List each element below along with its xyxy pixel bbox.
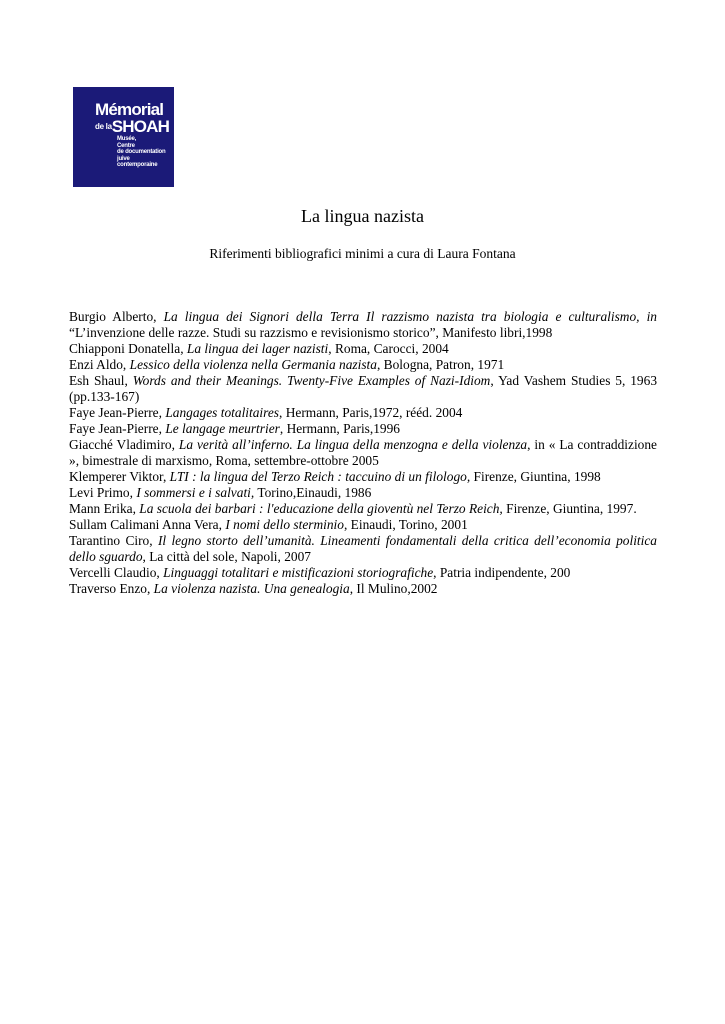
bibliography-entry — [69, 501, 657, 517]
document-title: La lingua nazista — [301, 206, 424, 226]
entry-author: Faye Jean-Pierre, — [69, 405, 166, 420]
entry-publication: Firenze, Giuntina, 1998 — [470, 469, 601, 484]
logo-detail-line: de documentation — [117, 149, 166, 155]
entry-author: Vercelli Claudio, — [69, 565, 164, 580]
entry-work-title: Lessico della violenza nella Germania nazista — [129, 357, 377, 372]
entry-author: Chiapponi Donatella, — [69, 341, 187, 356]
entry-work-title: Langages totalitaires — [165, 405, 280, 420]
entry-publication: , Yad Vashem Studies 5, 1963 (pp.133-167) — [69, 373, 658, 404]
bibliography-entry — [69, 405, 657, 421]
entry-work-title: La lingua dei lager nazisti — [186, 341, 329, 356]
logo-de-la: de la — [95, 122, 112, 131]
document-subtitle: Riferimenti bibliografici minimi a cura di Laura Fontana — [209, 246, 516, 261]
bibliography-entry — [69, 357, 657, 373]
entry-work-title: Linguaggi totalitari e mistificazioni storiografiche — [163, 565, 434, 580]
bibliography-entry — [69, 341, 657, 357]
entry-publication: , Bologna, Patron, 1971 — [376, 357, 505, 372]
logo-line-memorial: Mémorial — [95, 100, 164, 119]
entry-author: Faye Jean-Pierre, — [69, 421, 166, 436]
bibliography-entry — [69, 517, 657, 533]
entry-author: Burgio Alberto, — [69, 309, 164, 324]
entry-publication: Torino,Einaudi, 1986 — [254, 485, 372, 500]
entry-publication: Firenze, Giuntina, 1997. — [502, 501, 637, 516]
entry-work-title: La violenza nazista. Una genealogia — [153, 581, 350, 596]
logo-details — [117, 136, 165, 169]
bibliography-entry — [69, 565, 657, 581]
logo-detail-line: juive — [117, 155, 130, 162]
logo-line-shoah — [95, 118, 169, 136]
memorial-de-la-shoah-logo — [73, 87, 174, 187]
entry-work-title: Words and their Meanings. Twenty-Five Examples of Nazi-Idiom — [132, 373, 491, 388]
entry-publication: , Hermann, Paris,1996 — [279, 421, 400, 436]
entry-work-title: Le langage meurtrier — [165, 421, 280, 436]
bibliography-entry — [69, 581, 657, 597]
entry-publication: , Einaudi, Torino, 2001 — [343, 517, 468, 532]
entry-work-title: La lingua dei Signori della Terra Il razzismo nazista tra biologia e culturalismo, in — [163, 309, 657, 324]
bibliography-entry — [69, 437, 657, 469]
logo-detail-line: Centre — [117, 142, 135, 149]
entry-publication: “L’invenzione delle razze. Studi su razzismo e revisionismo storico”, Manifesto libri,1998 — [69, 325, 553, 340]
bibliography-entry — [69, 485, 657, 501]
entry-author: Giacché Vladimiro, — [69, 437, 179, 452]
entry-author: Mann Erika, — [69, 501, 140, 516]
bibliography-entry — [69, 421, 657, 437]
bibliography-entry — [69, 533, 657, 565]
bibliography-entry — [69, 469, 657, 485]
entry-work-title: Il legno storto dell’umanità. Lineamenti fondamentali della critica dell’economia politica dello sguardo — [69, 533, 658, 564]
logo-detail-line: contemporaine — [117, 162, 158, 168]
entry-work-title: La scuola dei barbari : l'educazione della gioventù nel Terzo Reich, — [139, 501, 503, 516]
entry-author: Esh Shaul, — [69, 373, 133, 388]
entry-publication: , Roma, Carocci, 2004 — [328, 341, 449, 356]
entry-publication: , Hermann, Paris,1972, rééd. 2004 — [279, 405, 463, 420]
entry-publication: , Patria indipendente, 200 — [433, 565, 571, 580]
entry-work-title: I nomi dello sterminio — [225, 517, 344, 532]
bibliography-entry — [69, 309, 657, 341]
logo-detail-line: Musée, — [117, 136, 137, 142]
entry-author: Sullam Calimani Anna Vera, — [69, 517, 226, 532]
entry-work-title: La verità all’inferno. La lingua della menzogna e della violenza — [178, 437, 528, 452]
entry-author: Tarantino Ciro, — [69, 533, 158, 548]
bibliography-list — [69, 309, 657, 597]
entry-publication: , La città del sole, Napoli, 2007 — [142, 549, 311, 564]
entry-publication: , Il Mulino,2002 — [349, 581, 438, 596]
entry-author: Levi Primo, — [69, 485, 137, 500]
entry-author: Traverso Enzo, — [69, 581, 154, 596]
entry-author: Klemperer Viktor, — [69, 469, 170, 484]
entry-author: Enzi Aldo, — [69, 357, 130, 372]
logo-shoah: SHOAH — [111, 117, 170, 136]
entry-publication: , in « La contraddizione », bimestrale di marxismo, Roma, settembre-ottobre 2005 — [69, 437, 658, 468]
entry-work-title: I sommersi e i salvati, — [136, 485, 255, 500]
bibliography-entry — [69, 373, 657, 405]
entry-work-title: LTI : la lingua del Terzo Reich : taccuino di un filologo, — [169, 469, 471, 484]
